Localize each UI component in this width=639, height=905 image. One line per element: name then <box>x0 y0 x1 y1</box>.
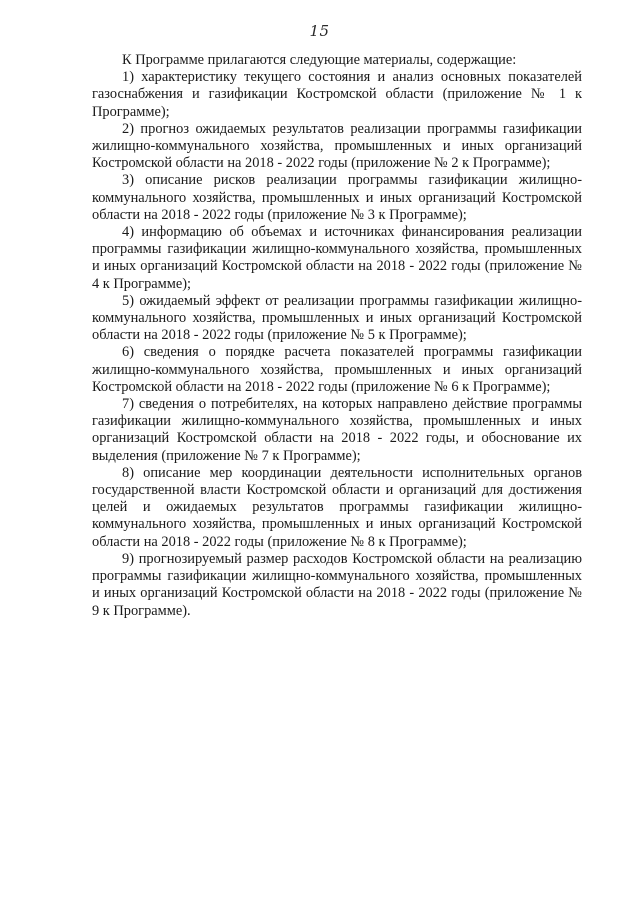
page-number: 15 <box>309 22 330 40</box>
list-item-7: 7) сведения о потребителях, на которых направлено действие программы газификации жилищно-коммунального хозяйства, промышленных и иных организаций Костромской области на 2018 - 2022 годы, и обоснование их выделения (приложение № 7 к Программе); <box>92 396 582 464</box>
intro-paragraph: К Программе прилагаются следующие материалы, содержащие: <box>122 52 517 68</box>
list-item-6: 6) сведения о порядке расчета показателей программы газификации жилищно-коммунального хозяйства, промышленных и иных организаций Костромской области на 2018 - 2022 годы (приложение № 6 к Программе); <box>92 344 582 395</box>
list-item-2: 2) прогноз ожидаемых результатов реализации программы газификации жилищно-коммунального хозяйства, промышленных и иных организаций Костромской области на 2018 - 2022 годы (приложение № 2 к Программе); <box>92 120 582 172</box>
list-item-3: 3) описание рисков реализации программы газификации жилищно-коммунального хозяйства, промышленных и иных организаций Костромской области на 2018 - 2022 годы (приложение № 3 к Программе); <box>92 172 582 223</box>
list-item-1: 1) характеристику текущего состояния и анализ основных показателей газоснабжения и газификации Костромской области (приложение № 1 к Программе); <box>92 69 582 120</box>
document-body <box>92 52 582 620</box>
list-item-9: 9) прогнозируемый размер расходов Костромской области на реализацию программы газификации жилищно-коммунального хозяйства, промышленных и иных организаций Костромской области на 2018 - 2022 годы (приложение № 9 к Программе). <box>92 550 582 619</box>
list-item-5: 5) ожидаемый эффект от реализации программы газификации жилищно-коммунального хозяйства, промышленных и иных организаций Костромской области на 2018 - 2022 годы (приложение № 5 к Программе); <box>92 292 582 344</box>
attachments-list <box>92 69 582 620</box>
list-item-8: 8) описание мер координации деятельности исполнительных органов государственной власти Костромской области и организаций для достижения целей и ожидаемых результатов программы газификации жилищно-коммунального хозяйства, промышленных и иных организаций Костромской области на 2018 - 2022 годы (приложение № 8 к Программе); <box>92 464 582 550</box>
list-item-4: 4) информацию об объемах и источниках финансирования реализации программы газификации жилищно-коммунального хозяйства, промышленных и иных организаций Костромской области на 2018 - 2022 годы (приложение № 4 к Программе); <box>92 224 582 292</box>
